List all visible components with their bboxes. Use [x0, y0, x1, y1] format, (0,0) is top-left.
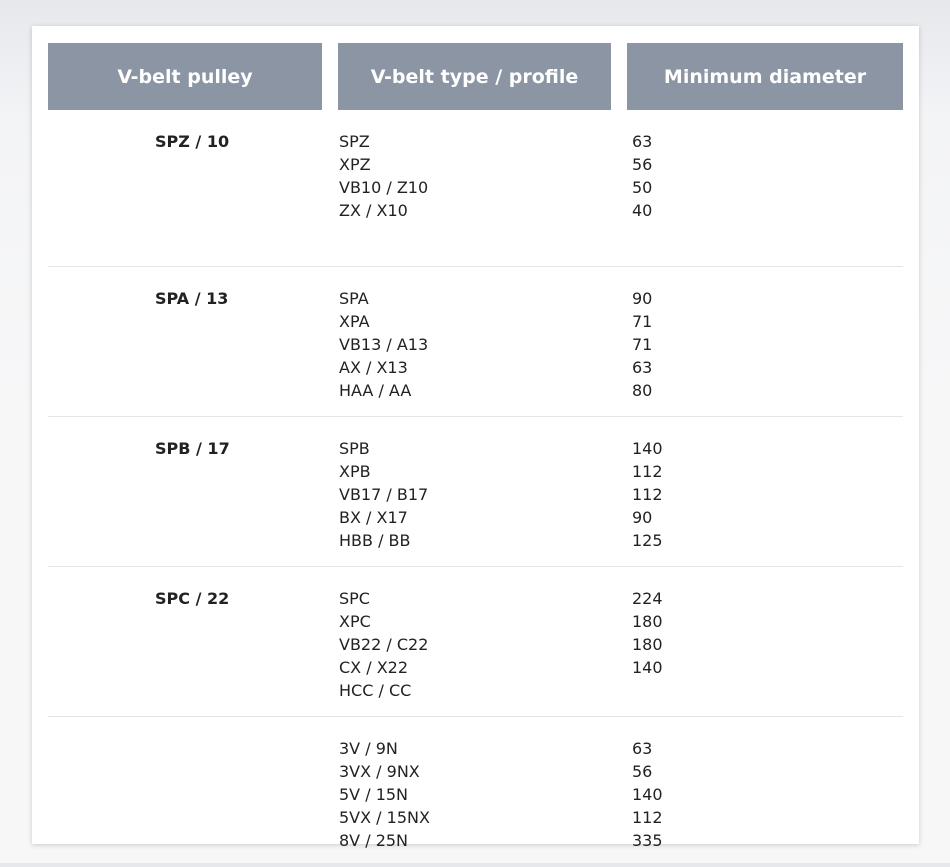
min-value: 71: [632, 312, 653, 331]
min-value: 112: [632, 808, 663, 827]
min-value: 140: [632, 785, 663, 804]
type-value: XPZ: [339, 155, 371, 174]
min-value: 56: [632, 155, 653, 174]
table-body: [48, 110, 903, 867]
table-card: [32, 26, 919, 850]
column-header-type: V-belt type / profile: [338, 43, 611, 110]
min-value: 125: [632, 531, 663, 550]
min-diameter-cell: [632, 287, 652, 402]
table-row: [48, 417, 903, 567]
type-value: XPC: [339, 612, 371, 631]
type-value: 3V / 9N: [339, 739, 398, 758]
type-value: ZX / X10: [339, 201, 408, 220]
min-value: 112: [632, 485, 663, 504]
type-cell: [339, 587, 428, 702]
type-value: VB22 / C22: [339, 635, 429, 654]
type-value: SPA: [339, 289, 369, 308]
min-value: 180: [632, 635, 663, 654]
pulley-cell: SPZ / 10: [155, 132, 230, 151]
type-cell: [339, 737, 430, 852]
type-cell: [339, 437, 428, 552]
min-value: 71: [632, 335, 653, 354]
min-value: 180: [632, 612, 663, 631]
type-value: HCC / CC: [339, 681, 412, 700]
type-value: XPB: [339, 462, 371, 481]
type-value: HAA / AA: [339, 381, 412, 400]
type-value: SPZ: [339, 132, 370, 151]
min-value: 140: [632, 439, 663, 458]
type-value: BX / X17: [339, 508, 408, 527]
min-value: 224: [632, 589, 663, 608]
table-row: [48, 110, 903, 267]
table-row: [48, 267, 903, 417]
min-diameter-cell: [632, 130, 652, 222]
min-value: [632, 679, 663, 702]
min-value: 63: [632, 358, 653, 377]
type-value: HBB / BB: [339, 531, 411, 550]
min-value: 80: [632, 381, 653, 400]
min-value: 90: [632, 289, 653, 308]
min-value: 335: [632, 831, 663, 850]
type-value: 5V / 15N: [339, 785, 409, 804]
table-row: [48, 567, 903, 717]
type-value: CX / X22: [339, 658, 409, 677]
min-diameter-cell: [632, 437, 663, 552]
min-diameter-cell: [632, 587, 663, 702]
column-header-pulley: V-belt pulley: [48, 43, 322, 110]
pulley-cell: SPA / 13: [155, 289, 229, 308]
min-value: 140: [632, 658, 663, 677]
min-value: 40: [632, 201, 653, 220]
type-value: SPB: [339, 439, 370, 458]
min-diameter-cell: [632, 737, 663, 852]
type-value: 3VX / 9NX: [339, 762, 420, 781]
type-value: AX / X13: [339, 358, 408, 377]
table-row: [48, 717, 903, 867]
min-value: 90: [632, 508, 653, 527]
type-cell: [339, 130, 428, 222]
min-value: 63: [632, 739, 653, 758]
column-header-min-diameter: Minimum diameter: [627, 43, 903, 110]
min-value: 56: [632, 762, 653, 781]
min-value: 112: [632, 462, 663, 481]
min-value: 63: [632, 132, 653, 151]
type-value: VB17 / B17: [339, 485, 429, 504]
pulley-cell: SPB / 17: [155, 439, 230, 458]
type-cell: [339, 287, 428, 402]
type-value: 5VX / 15NX: [339, 808, 430, 827]
type-value: 8V / 25N: [339, 831, 409, 850]
pulley-cell: SPC / 22: [155, 589, 230, 608]
type-value: SPC: [339, 589, 370, 608]
type-value: VB10 / Z10: [339, 178, 429, 197]
type-value: VB13 / A13: [339, 335, 429, 354]
type-value: XPA: [339, 312, 370, 331]
min-value: 50: [632, 178, 653, 197]
